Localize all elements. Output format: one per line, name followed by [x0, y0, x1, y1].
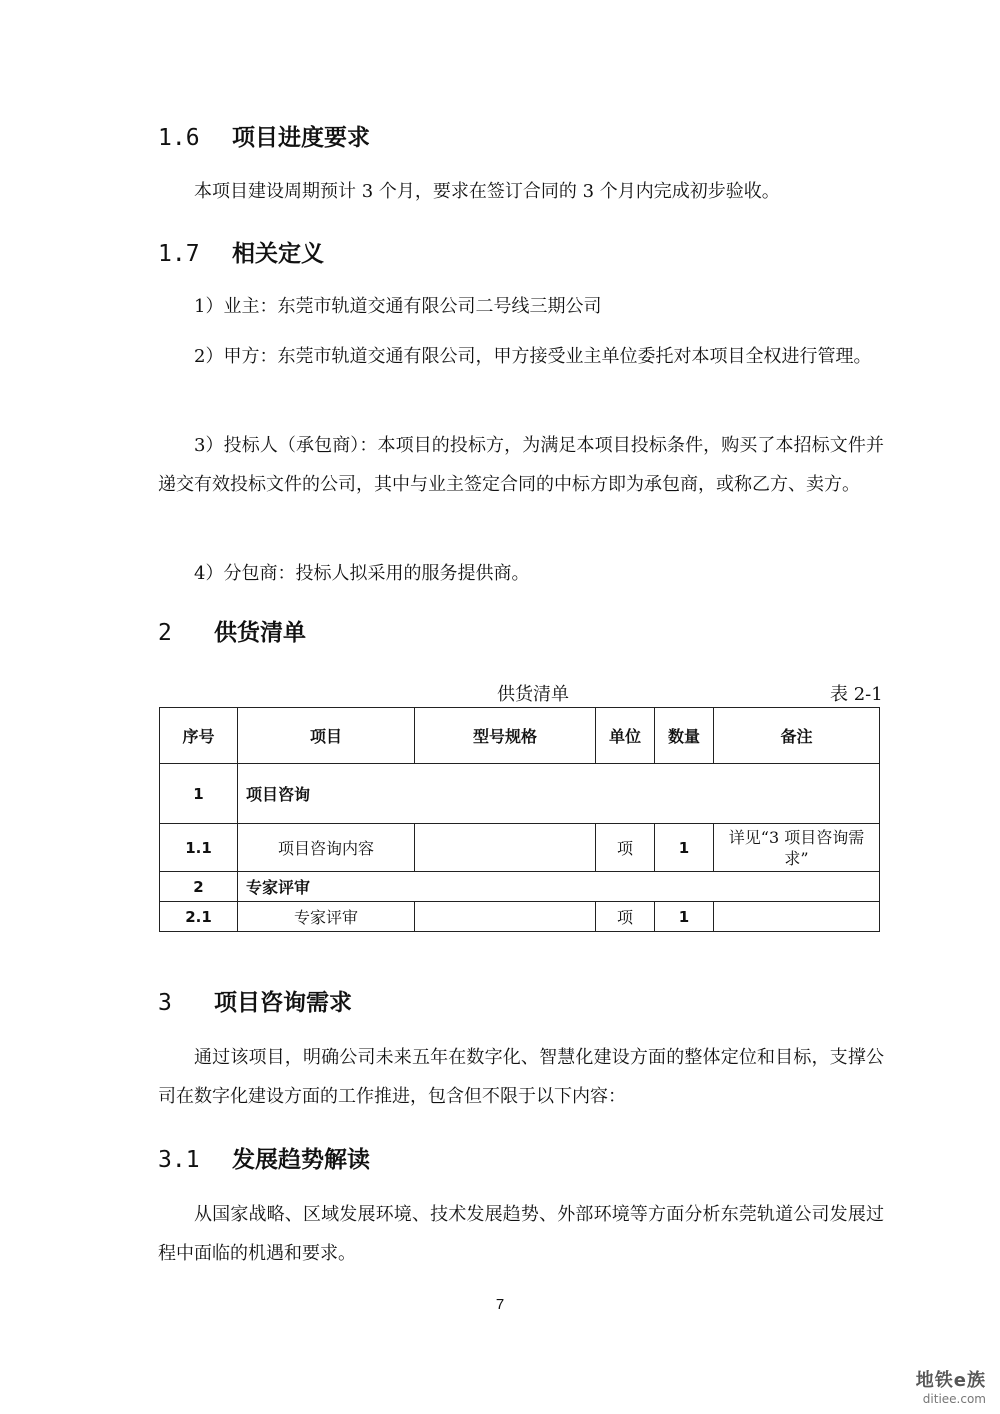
heading-2: [158, 614, 306, 647]
cell-no: 1.1: [160, 824, 238, 872]
heading-number: 1.6: [158, 125, 200, 151]
watermark-line2: ditiee.com: [922, 1392, 986, 1406]
table-header-row: [160, 708, 880, 764]
cell-group-title: 项目咨询: [238, 764, 880, 824]
col-header-spec: 型号规格: [415, 708, 596, 764]
cell-item: 项目咨询内容: [238, 824, 415, 872]
cell-spec: [415, 902, 596, 932]
cell-note: 详见“3 项目咨询需求”: [714, 824, 880, 872]
col-header-qty: 数量: [655, 708, 714, 764]
definition-1: 1）业主：东莞市轨道交通有限公司二号线三期公司: [194, 296, 602, 317]
paragraph-consulting: 通过该项目，明确公司未来五年在数字化、智慧化建设方面的整体定位和目标，支撑公司在数字化建设方面的工作推进，包含但不限于以下内容：: [158, 1047, 884, 1107]
heading-title: 发展趋势解读: [232, 1146, 371, 1173]
cell-item: 专家评审: [238, 902, 415, 932]
cell-no: 1: [160, 764, 238, 824]
definition-3: 3）投标人（承包商）：本项目的投标方，为满足本项目投标条件，购买了本招标文件并递交有效投标文件的公司，其中与业主签定合同的中标方即为承包商，或称乙方、卖方。: [158, 435, 884, 495]
heading-number: 3.1: [158, 1147, 200, 1173]
table-row: [160, 764, 880, 824]
cell-spec: [415, 824, 596, 872]
heading-3: [158, 984, 352, 1017]
paragraph-trends: 从国家战略、区域发展环境、技术发展趋势、外部环境等方面分析东莞轨道公司发展过程中面临的机遇和要求。: [158, 1204, 884, 1264]
table-caption: 供货清单: [497, 684, 569, 705]
col-header-unit: 单位: [596, 708, 655, 764]
cell-note: [714, 902, 880, 932]
watermark-logo: [916, 1366, 986, 1406]
heading-1-6: [158, 119, 370, 152]
paragraph-schedule: 本项目建设周期预计 3 个月，要求在签订合同的 3 个月内完成初步验收。: [194, 181, 780, 202]
cell-unit: 项: [596, 902, 655, 932]
heading-title: 供货清单: [214, 619, 307, 646]
cell-qty: 1: [655, 902, 714, 932]
supply-table: [159, 707, 880, 932]
watermark-line1: 地铁e族: [915, 1370, 986, 1391]
definition-4: 4）分包商：投标人拟采用的服务提供商。: [194, 563, 530, 584]
cell-no: 2.1: [160, 902, 238, 932]
heading-3-1: [158, 1141, 370, 1174]
page-number: 7: [495, 1296, 505, 1313]
heading-number: 3: [158, 990, 172, 1016]
cell-no: 2: [160, 872, 238, 902]
cell-unit: 项: [596, 824, 655, 872]
heading-number: 1.7: [158, 241, 200, 267]
heading-number: 2: [158, 620, 172, 646]
table-row: [160, 872, 880, 902]
table-label: 表 2-1: [830, 684, 883, 705]
table-row: [160, 902, 880, 932]
heading-title: 项目进度要求: [232, 124, 371, 151]
col-header-no: 序号: [160, 708, 238, 764]
cell-qty: 1: [655, 824, 714, 872]
table-row: [160, 824, 880, 872]
col-header-item: 项目: [238, 708, 415, 764]
col-header-note: 备注: [714, 708, 880, 764]
definition-2: 2）甲方：东莞市轨道交通有限公司，甲方接受业主单位委托对本项目全权进行管理。: [194, 346, 872, 367]
cell-group-title: 专家评审: [238, 872, 880, 902]
heading-title: 项目咨询需求: [214, 989, 353, 1016]
heading-title: 相关定义: [232, 240, 325, 267]
heading-1-7: [158, 235, 324, 268]
